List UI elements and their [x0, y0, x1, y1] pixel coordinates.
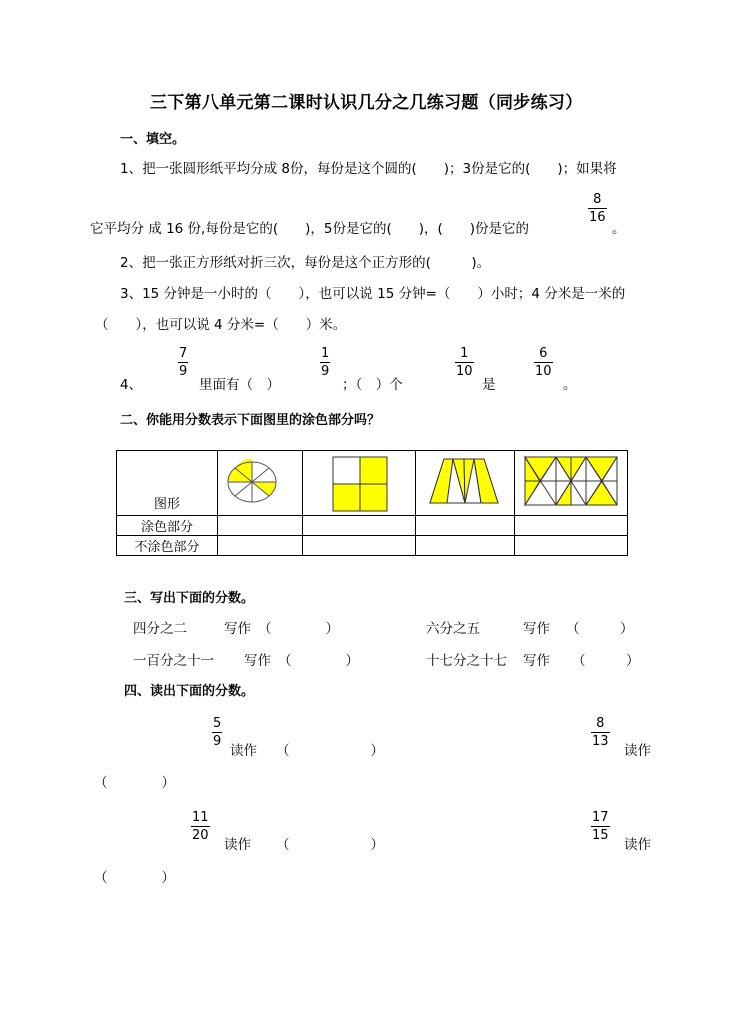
fraction-denominator: 15 [592, 828, 609, 843]
fraction-numerator: 1 [321, 346, 330, 361]
s3-item-text: 六分之五 [426, 621, 480, 637]
fraction-numerator: 8 [596, 716, 605, 731]
figure-table [116, 450, 628, 556]
fraction-numerator: 7 [179, 346, 188, 361]
fraction-numerator: 6 [539, 346, 548, 361]
q1-end: 。 [612, 221, 626, 237]
s3-item-blank[interactable]: （ ） [566, 621, 634, 637]
fraction-bar [588, 208, 607, 209]
figure-square [303, 451, 416, 516]
fraction-bar [191, 826, 210, 827]
fraction-numerator: 17 [592, 810, 609, 825]
s4-read-blank[interactable]: （ ） [276, 743, 384, 759]
s3-item-text: 十七分之十七 [426, 653, 507, 669]
fraction-denominator: 16 [589, 210, 606, 225]
row-header-unshaded: 不涂色部分 [117, 536, 218, 556]
s3-item-write: 写作 [523, 621, 550, 637]
square-figure-svg [303, 451, 415, 515]
fraction-numerator: 11 [192, 810, 209, 825]
fraction-bar [534, 362, 553, 363]
fraction-denominator: 13 [592, 734, 609, 749]
q4-fraction-2 [320, 346, 330, 379]
s4-read-blank[interactable]: （ ） [94, 775, 175, 791]
row-header-figure: 图形 [117, 451, 218, 516]
s3-item-blank[interactable]: （ ） [278, 653, 359, 669]
s4-fraction-1 [212, 716, 222, 749]
s3-item-blank[interactable]: （ ） [572, 653, 640, 669]
fraction-numerator: 8 [593, 192, 602, 207]
s4-fraction-3 [191, 810, 210, 843]
section3-heading: 三、写出下面的分数。 [124, 591, 255, 606]
s3-item-write: 写作 [523, 653, 550, 669]
q3-line1: 3、15 分钟是一小时的（ ），也可以说 15 分钟=（ ）小时；4 分米是一米的 [120, 286, 626, 302]
answer-cell[interactable] [515, 516, 628, 536]
s3-item-text: 一百分之十一 [133, 653, 214, 669]
s3-item-write: 写作 [244, 653, 271, 669]
page-title: 三下第八单元第二课时认识几分之几练习题（同步练习） [150, 93, 583, 113]
q2-text: 2、把一张正方形纸对折三次，每份是这个正方形的( )。 [120, 255, 491, 271]
fraction-denominator: 9 [213, 734, 222, 749]
answer-cell[interactable] [303, 516, 416, 536]
s4-read-label: 读作 [624, 837, 651, 853]
fraction-bar [591, 826, 610, 827]
fraction-bar [455, 362, 474, 363]
fraction-denominator: 9 [321, 364, 330, 379]
s4-read-label: 读作 [230, 743, 257, 759]
q4-text-2: ；（ ）个 [342, 377, 403, 393]
answer-cell[interactable] [218, 516, 303, 536]
fraction-bar [320, 362, 330, 363]
answer-cell[interactable] [515, 536, 628, 556]
answer-cell[interactable] [303, 536, 416, 556]
fraction-numerator: 1 [460, 346, 469, 361]
fraction-numerator: 5 [213, 716, 222, 731]
q3-line2: （ ），也可以说 4 分米=（ ）米。 [95, 317, 347, 333]
section4-heading: 四、读出下面的分数。 [124, 684, 255, 699]
figure-circle [218, 451, 303, 516]
figure-rectangle-triangles [515, 451, 628, 516]
s4-read-label: 读作 [224, 837, 251, 853]
section2-heading: 二、你能用分数表示下面图里的涂色部分吗？ [120, 413, 381, 428]
rectangle-figure-svg [515, 451, 627, 515]
circle-figure-svg [218, 451, 302, 515]
fraction-bar [178, 362, 188, 363]
q1-line2: 它平均分 成 16 份,每份是它的( )，5份是它的( )，( )份是它的 [90, 221, 530, 237]
fraction-denominator: 9 [179, 364, 188, 379]
s4-read-label: 读作 [624, 743, 651, 759]
s4-fraction-4 [591, 810, 610, 843]
figure-trapezoid [416, 451, 515, 516]
q4-text-4: 。 [563, 377, 577, 393]
fraction-bar [212, 732, 222, 733]
q4-label: 4、 [120, 377, 143, 393]
fraction-denominator: 10 [456, 364, 473, 379]
q4-fraction-3 [455, 346, 474, 379]
s3-item-text: 四分之二 [133, 621, 187, 637]
answer-cell[interactable] [416, 516, 515, 536]
q4-fraction-4 [534, 346, 553, 379]
section1-heading: 一、填空。 [120, 132, 186, 147]
s3-item-blank[interactable]: （ ） [258, 621, 339, 637]
q4-fraction-1 [178, 346, 188, 379]
s4-fraction-2 [591, 716, 610, 749]
q4-text-1: 里面有（ ） [199, 377, 280, 393]
q4-text-3: 是 [482, 377, 496, 393]
row-header-shaded: 涂色部分 [117, 516, 218, 536]
q1-line1: 1、把一张圆形纸平均分成 8份，每份是这个圆的( )；3份是它的( )；如果将 [120, 161, 617, 177]
answer-cell[interactable] [218, 536, 303, 556]
fraction-denominator: 20 [192, 828, 209, 843]
fraction-bar [591, 732, 610, 733]
q1-fraction [588, 192, 607, 225]
trapezoid-figure-svg [416, 451, 514, 515]
s4-read-blank[interactable]: （ ） [94, 870, 175, 886]
fraction-denominator: 10 [535, 364, 552, 379]
s4-read-blank[interactable]: （ ） [276, 837, 384, 853]
answer-cell[interactable] [416, 536, 515, 556]
s3-item-write: 写作 [224, 621, 251, 637]
